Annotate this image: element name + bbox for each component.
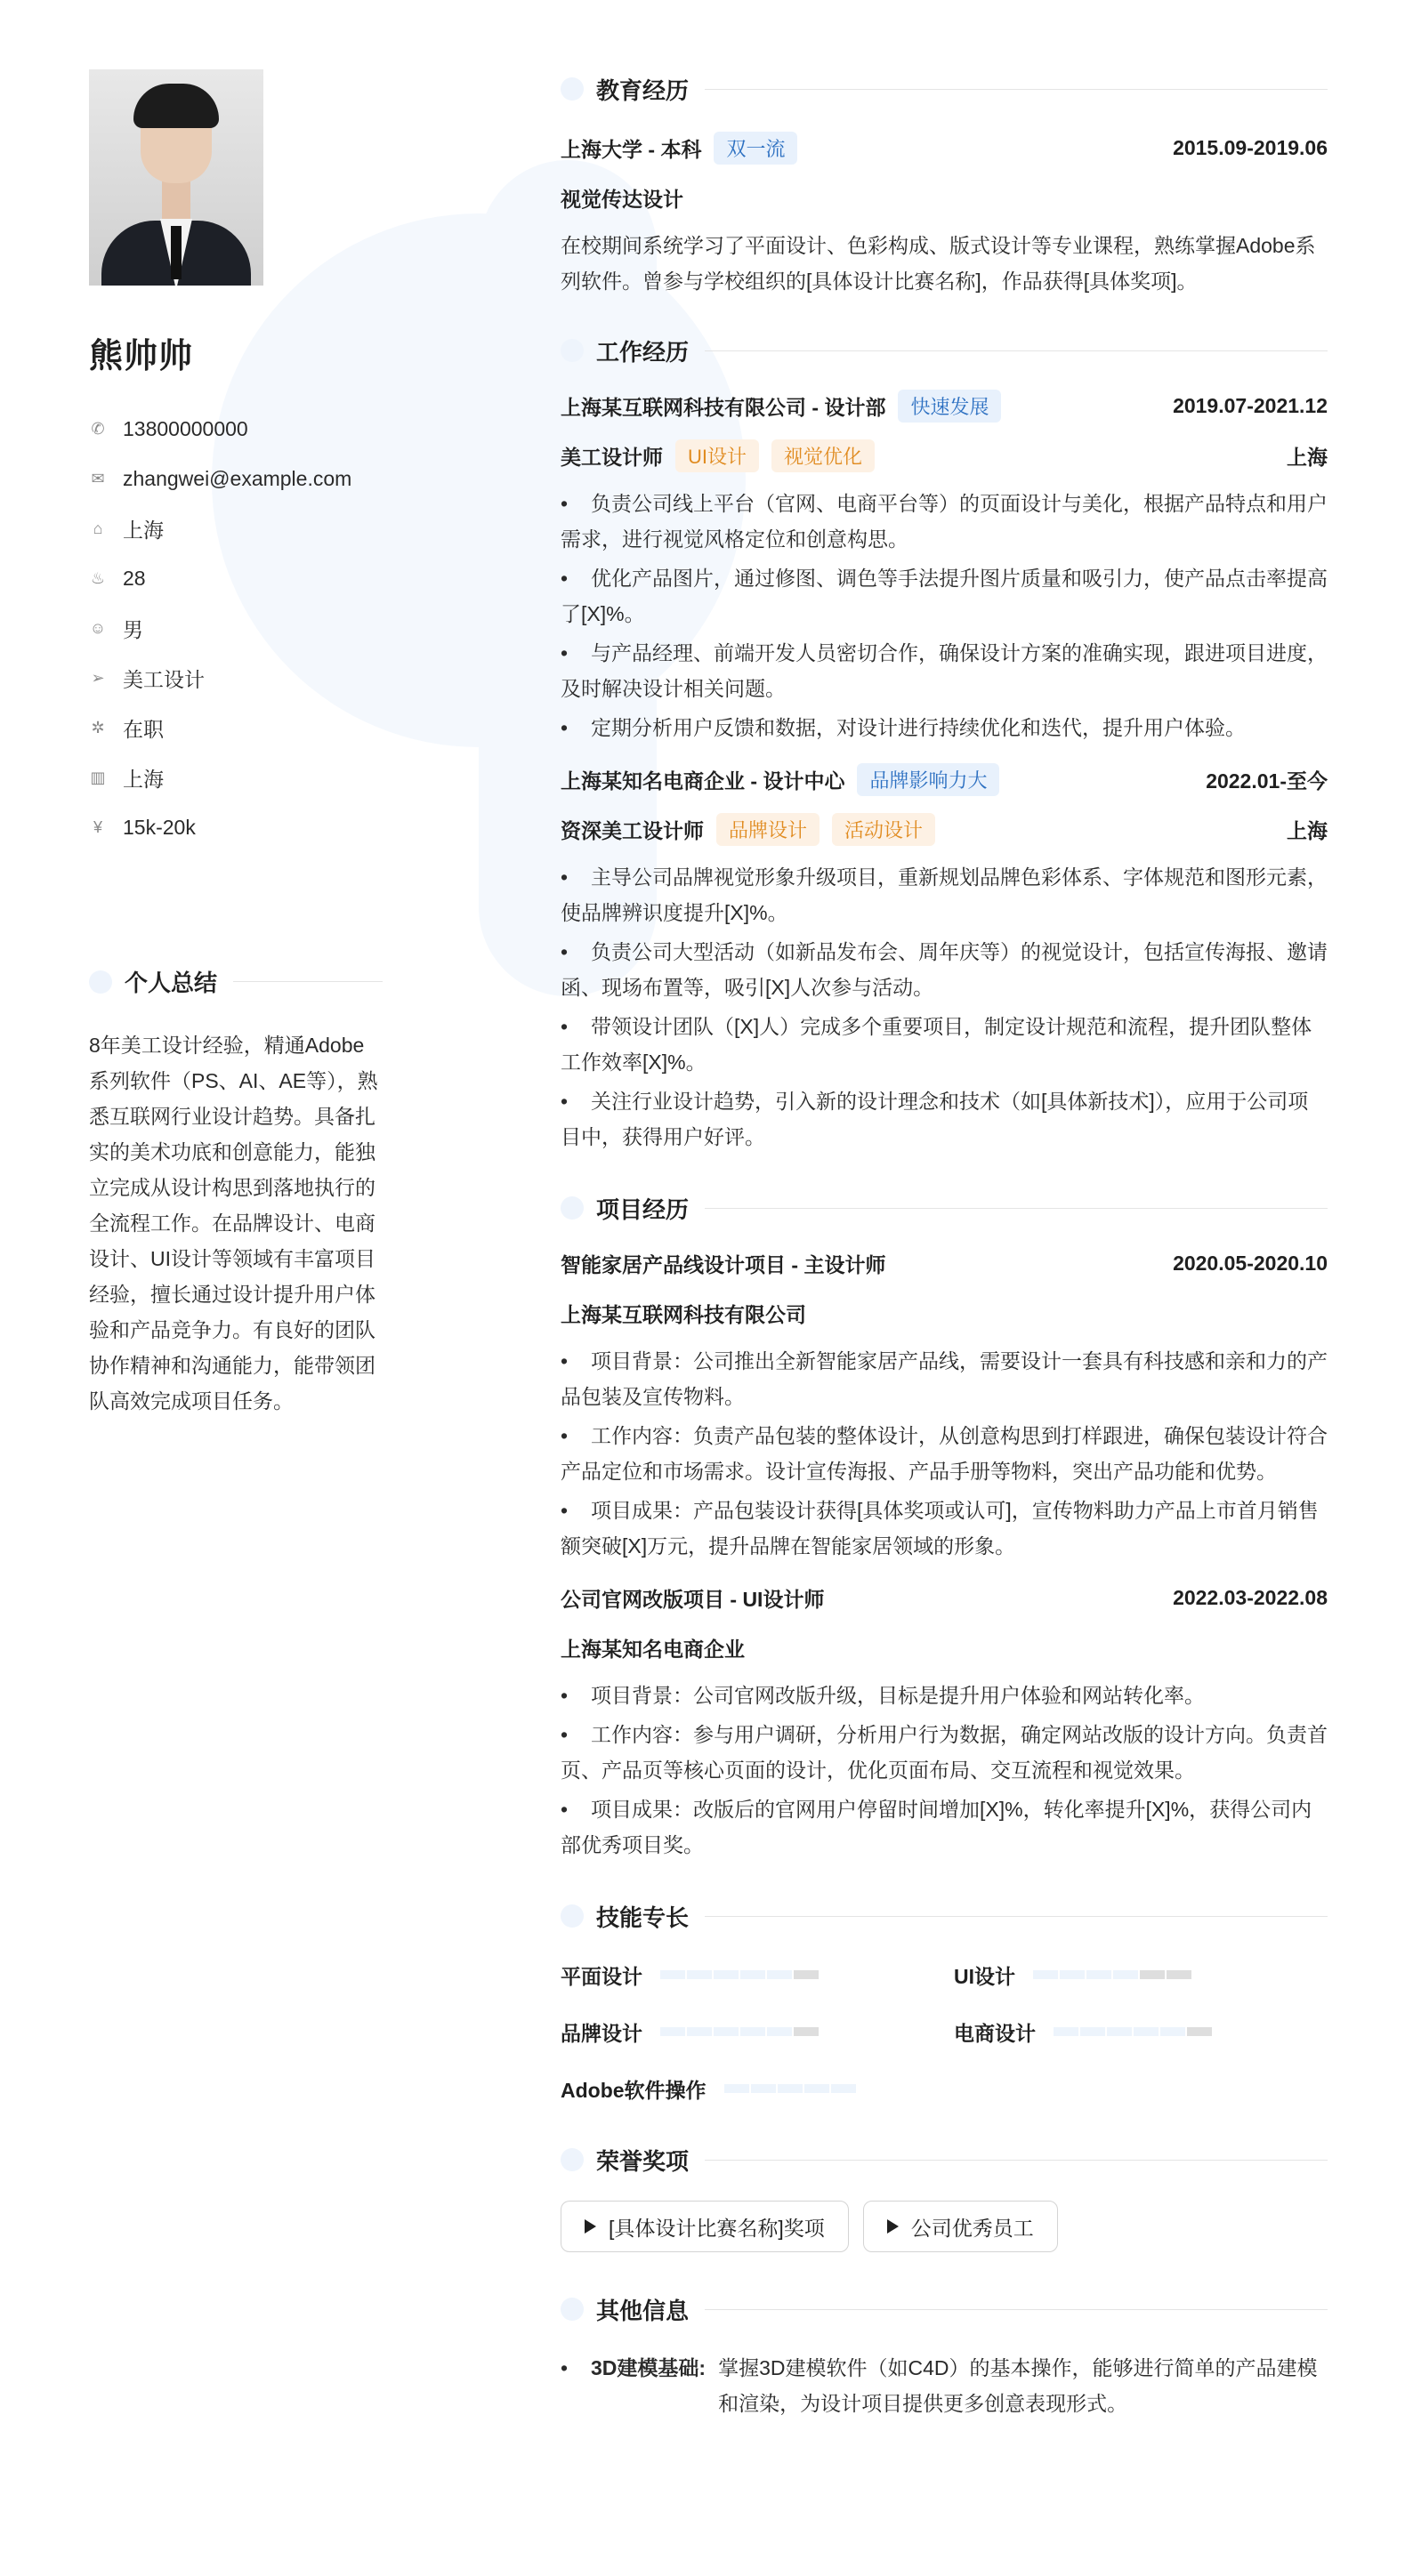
other-list <box>561 2350 1328 2421</box>
section-dot-icon <box>89 970 112 994</box>
info-email <box>89 454 383 503</box>
work-bullets <box>561 486 1328 745</box>
info-location <box>89 503 383 553</box>
work-role: 资深美工设计师 <box>561 818 704 842</box>
skill-segment <box>794 2027 819 2036</box>
age-value: 28 <box>123 566 146 590</box>
honors-header <box>561 2142 1328 2178</box>
info-phone <box>89 404 383 454</box>
work-company-tag: 快速发展 <box>898 390 1001 423</box>
project-company-row <box>561 1288 1328 1338</box>
work-title: 工作经历 <box>596 338 690 366</box>
play-icon <box>887 2219 899 2234</box>
work-company: 上海某知名电商企业 - 设计中心 <box>561 769 845 793</box>
skill-segment <box>794 1970 819 1979</box>
work-bullets <box>561 859 1328 1155</box>
projects-header <box>561 1190 1328 1226</box>
skill-level-bar <box>1054 2027 1214 2036</box>
section-dot-icon <box>561 339 584 362</box>
work-role-row <box>561 431 1328 480</box>
work-item-1 <box>561 754 1328 1155</box>
education-header <box>561 71 1328 107</box>
school-tag: 双一流 <box>714 132 797 165</box>
phone-icon: ✆ <box>91 419 105 438</box>
work-date: 2019.07-2021.12 <box>1173 393 1328 417</box>
education-row <box>561 123 1328 173</box>
skill-segment <box>714 1970 739 1979</box>
skill-level-bar <box>660 1970 820 1979</box>
work-city: 上海 <box>1287 818 1328 842</box>
list-item: • 关注行业设计趋势，引入新的设计理念和技术（如[具体新技术]），应用于公司项目中，获得用户好评。 <box>561 1083 1328 1155</box>
send-icon: ➢ <box>91 668 105 687</box>
phone-value: 13800000000 <box>123 416 248 440</box>
work-company-row <box>561 381 1328 431</box>
education-desc: 在校期间系统学习了平面设计、色彩构成、版式设计等专业课程，熟练掌握Adobe系列软件。曾参与学校组织的[具体设计比赛名称]，作品获得[具体奖项]。 <box>561 234 1316 293</box>
skill-name: 平面设计 <box>561 1964 642 1988</box>
section-dot-icon <box>561 1904 584 1928</box>
info-city <box>89 753 383 802</box>
section-dot-icon <box>561 2298 584 2321</box>
skill-level-bar <box>660 2027 820 2036</box>
location-value: 上海 <box>123 518 164 542</box>
project-item-0 <box>561 1238 1328 1564</box>
skill-item <box>561 1957 954 1992</box>
skill-segment <box>660 1970 685 1979</box>
work-role: 美工设计师 <box>561 445 663 469</box>
projects-title: 项目经历 <box>596 1195 690 1223</box>
divider <box>705 350 1328 351</box>
home-icon: ⌂ <box>93 519 103 537</box>
project-row <box>561 1238 1328 1288</box>
major-name: 视觉传达设计 <box>561 187 683 211</box>
divider <box>705 1916 1328 1917</box>
skill-name: 电商设计 <box>954 2021 1036 2045</box>
project-company: 上海某互联网科技有限公司 <box>561 1302 806 1326</box>
divider <box>705 2309 1328 2310</box>
list-item: • 带领设计团队（[X]人）完成多个重要项目，制定设计规范和流程，提升团队整体工作效率[X]%。 <box>561 1009 1328 1080</box>
gender-value: 男 <box>123 617 143 641</box>
list-item: • 项目成果：改版后的官网用户停留时间增加[X]%，转化率提升[X]%，获得公司内部优秀项目奖。 <box>561 1791 1328 1863</box>
list-item: • 项目成果：产品包装设计获得[具体奖项或认可]，宣传物料助力产品上市首月销售额突破[X]万元，提升品牌在智能家居领域的形象。 <box>561 1493 1328 1564</box>
skill-segment <box>751 2084 776 2093</box>
summary-title: 个人总结 <box>125 970 218 996</box>
list-item <box>561 2350 1328 2421</box>
major-row <box>561 173 1328 222</box>
profile-name: 熊帅帅 <box>89 338 194 375</box>
work-header <box>561 333 1328 368</box>
skill-segment <box>1160 2027 1185 2036</box>
list-item: • 与产品经理、前端开发人员密切合作，确保设计方案的准确实现，跟进项目进度，及时解决设计相关问题。 <box>561 635 1328 706</box>
skill-name: UI设计 <box>954 1964 1015 1988</box>
work-date: 2022.01-至今 <box>1206 769 1328 793</box>
list-item: • 工作内容：参与用户调研，分析用户行为数据，确定网站改版的设计方向。负责首页、产品页等核心页面的设计，优化页面布局、交互流程和视觉效果。 <box>561 1717 1328 1788</box>
other-key: • 3D建模基础: <box>591 2356 706 2379</box>
work-role-row <box>561 804 1328 854</box>
status-icon: ✲ <box>91 718 105 737</box>
work-company: 上海某互联网科技有限公司 - 设计部 <box>561 395 886 419</box>
project-date: 2022.03-2022.08 <box>1173 1585 1328 1609</box>
job-value: 美工设计 <box>123 667 205 691</box>
divider <box>705 1208 1328 1209</box>
honor-label: 公司优秀员工 <box>910 2216 1034 2240</box>
work-city: 上海 <box>1287 445 1328 469</box>
salary-value: 15k-20k <box>123 815 196 839</box>
list-item: • 负责公司大型活动（如新品发布会、周年庆等）的视觉设计，包括宣传海报、邀请函、现场布置等，吸引[X]人次参与活动。 <box>561 934 1328 1005</box>
skill-level-bar <box>1033 1970 1193 1979</box>
skill-segment <box>687 2027 712 2036</box>
skill-segment <box>687 1970 712 1979</box>
play-icon <box>585 2219 596 2234</box>
skill-segment <box>1033 1970 1058 1979</box>
section-dot-icon <box>561 77 584 101</box>
project-date: 2020.05-2020.10 <box>1173 1251 1328 1275</box>
divider <box>705 89 1328 90</box>
city-value: 上海 <box>123 767 164 791</box>
skill-segment <box>724 2084 749 2093</box>
skill-segment <box>1060 1970 1085 1979</box>
project-row <box>561 1573 1328 1622</box>
currency-icon: ¥ <box>93 817 102 836</box>
other-title: 其他信息 <box>596 2297 690 2324</box>
avatar <box>89 69 263 286</box>
honors-list <box>561 2201 1328 2252</box>
education-title: 教育经历 <box>596 76 690 104</box>
list-item: • 项目背景：公司推出全新智能家居产品线，需要设计一套具有科技感和亲和力的产品包装及宣传物料。 <box>561 1343 1328 1414</box>
skill-segment <box>767 2027 792 2036</box>
honors-title: 荣誉奖项 <box>596 2147 690 2175</box>
skill-item <box>561 2014 954 2049</box>
skill-name: Adobe软件操作 <box>561 2078 706 2102</box>
skills-grid <box>561 1957 1328 2106</box>
list-item: • 项目背景：公司官网改版升级，目标是提升用户体验和网站转化率。 <box>561 1678 1328 1713</box>
skill-level-bar <box>724 2084 858 2093</box>
skill-segment <box>1080 2027 1105 2036</box>
info-age <box>89 553 383 603</box>
project-bullets <box>561 1678 1328 1863</box>
list-item: • 优化产品图片，通过修图、调色等手法提升图片质量和吸引力，使产品点击率提高了[X]%。 <box>561 560 1328 632</box>
mail-icon: ✉ <box>91 469 105 487</box>
project-name: 智能家居产品线设计项目 - 主设计师 <box>561 1252 886 1276</box>
summary-header <box>89 965 383 998</box>
project-bullets <box>561 1343 1328 1564</box>
skill-item <box>954 2014 1328 2049</box>
project-company: 上海某知名电商企业 <box>561 1637 745 1661</box>
skill-segment <box>1140 1970 1165 1979</box>
skill-segment <box>1167 1970 1191 1979</box>
honor-item[interactable] <box>561 2201 849 2252</box>
building-icon: ▥ <box>90 768 106 786</box>
list-item: • 负责公司线上平台（官网、电商平台等）的页面设计与美化，根据产品特点和用户需求，进行视觉风格定位和创意构思。 <box>561 486 1328 557</box>
other-value: 掌握3D建模软件（如C4D）的基本操作，能够进行简单的产品建模和渲染，为设计项目提供更多创意表现形式。 <box>718 2356 1318 2415</box>
list-item: • 定期分析用户反馈和数据，对设计进行持续优化和迭代，提升用户体验。 <box>561 710 1328 745</box>
divider <box>705 2160 1328 2161</box>
skill-segment <box>778 2084 803 2093</box>
gender-icon: ☺ <box>89 618 107 637</box>
role-tag: 品牌设计 <box>716 813 820 846</box>
email-value: zhangwei@example.com <box>123 466 352 490</box>
cake-icon: ♨ <box>90 568 106 587</box>
info-gender <box>89 603 383 653</box>
skill-segment <box>1086 1970 1111 1979</box>
school-name: 上海大学 - 本科 <box>561 137 702 161</box>
info-salary <box>89 802 383 852</box>
section-dot-icon <box>561 1196 584 1220</box>
skill-segment <box>831 2084 856 2093</box>
honor-label: [具体设计比赛名称]奖项 <box>609 2216 825 2240</box>
skills-title: 技能专长 <box>596 1904 690 1931</box>
work-company-tag: 品牌影响力大 <box>857 763 999 796</box>
honor-item[interactable] <box>863 2201 1058 2252</box>
education-date: 2015.09-2019.06 <box>1173 135 1328 159</box>
divider <box>233 981 383 982</box>
skill-segment <box>1134 2027 1159 2036</box>
skill-segment <box>660 2027 685 2036</box>
project-name: 公司官网改版项目 - UI设计师 <box>561 1587 825 1611</box>
work-company-row <box>561 754 1328 804</box>
project-item-1 <box>561 1573 1328 1863</box>
skill-segment <box>1107 2027 1132 2036</box>
role-tag: 活动设计 <box>832 813 935 846</box>
profile-sidebar <box>89 69 383 852</box>
info-status <box>89 703 383 753</box>
skill-segment <box>740 1970 765 1979</box>
skill-item <box>561 2071 954 2106</box>
skill-segment <box>1187 2027 1212 2036</box>
skill-segment <box>767 1970 792 1979</box>
skill-name: 品牌设计 <box>561 2021 642 2045</box>
skill-segment <box>1113 1970 1138 1979</box>
info-job <box>89 653 383 703</box>
role-tag: UI设计 <box>675 439 759 472</box>
list-item: • 工作内容：负责产品包装的整体设计，从创意构思到打样跟进，确保包装设计符合产品定位和市场需求。设计宣传海报、产品手册等物料，突出产品功能和优势。 <box>561 1418 1328 1489</box>
work-item-0 <box>561 381 1328 745</box>
skill-segment <box>1054 2027 1078 2036</box>
other-header <box>561 2291 1328 2327</box>
status-value: 在职 <box>123 717 164 741</box>
skill-segment <box>804 2084 829 2093</box>
skill-segment <box>714 2027 739 2036</box>
section-dot-icon <box>561 2148 584 2171</box>
list-item: • 主导公司品牌视觉形象升级项目，重新规划品牌色彩体系、字体规范和图形元素，使品牌辨识度提升[X]%。 <box>561 859 1328 930</box>
role-tag: 视觉优化 <box>771 439 875 472</box>
skill-item <box>954 1957 1328 1992</box>
summary-text: 8年美工设计经验，精通Adobe系列软件（PS、AI、AE等），熟悉互联网行业设计趋势。具备扎实的美术功底和创意能力，能独立完成从设计构思到落地执行的全流程工作。在品牌设计、电商设计、UI设计等领域有丰富项目经验，擅长通过设计提升用户体验和产品竞争力。有良好的团队协作精神和沟通能力，能带领团队高效完成项目任务。 <box>89 1034 378 1413</box>
resume-main <box>561 71 1328 2425</box>
skills-header <box>561 1898 1328 1934</box>
project-company-row <box>561 1622 1328 1672</box>
skill-segment <box>740 2027 765 2036</box>
